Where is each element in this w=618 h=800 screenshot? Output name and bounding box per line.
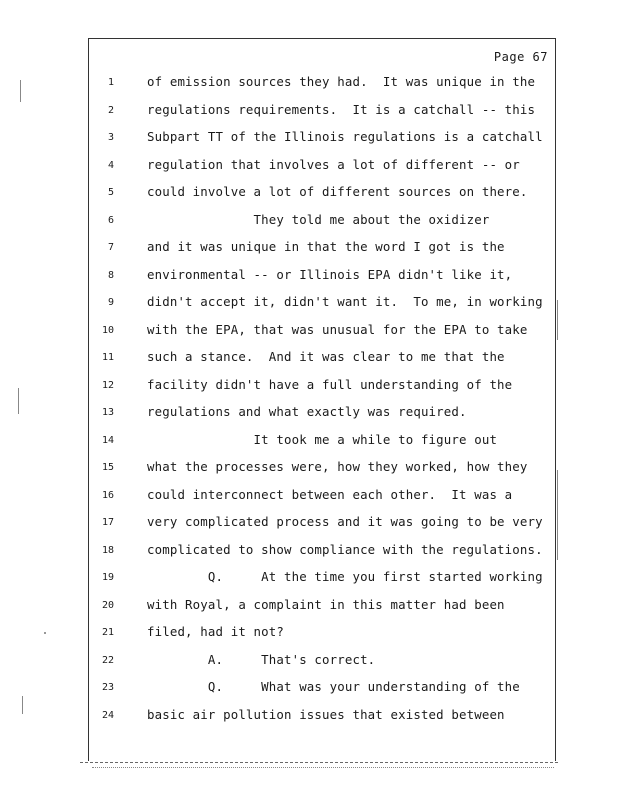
transcript-line xyxy=(0,377,618,397)
line-number: 5 xyxy=(107,187,114,198)
line-text: very complicated process and it was going to be very xyxy=(147,514,543,529)
transcript-line xyxy=(0,514,618,534)
line-text: didn't accept it, didn't want it. To me, in working xyxy=(147,294,543,309)
transcript-line xyxy=(0,212,618,232)
transcript-line xyxy=(0,184,618,204)
scan-dot xyxy=(44,632,46,634)
line-number: 23 xyxy=(101,682,114,693)
line-text: such a stance. And it was clear to me that the xyxy=(147,349,505,364)
page-bottom-rule-dotted xyxy=(92,767,554,768)
transcript-line xyxy=(0,707,618,727)
line-number: 24 xyxy=(101,709,114,721)
line-text: basic air pollution issues that existed between xyxy=(147,706,505,722)
transcript-line xyxy=(0,652,618,672)
transcript-line xyxy=(0,157,618,177)
scan-mark xyxy=(557,300,558,340)
line-text: of emission sources they had. It was unique in the xyxy=(147,74,536,89)
line-text: A. That's correct. xyxy=(147,651,376,667)
transcript-line xyxy=(0,679,618,699)
scan-mark xyxy=(22,696,23,714)
line-number: 19 xyxy=(101,572,114,583)
line-text: filed, had it not? xyxy=(147,624,284,639)
transcript-line xyxy=(0,487,618,507)
line-number: 2 xyxy=(107,104,114,116)
line-number: 7 xyxy=(107,242,114,253)
line-number: 22 xyxy=(101,654,114,666)
transcript-line xyxy=(0,404,618,424)
transcript-line xyxy=(0,624,618,644)
transcript-line xyxy=(0,294,618,314)
line-text: They told me about the oxidizer xyxy=(147,211,490,227)
line-text: Subpart TT of the Illinois regulations is a catchall xyxy=(147,129,543,144)
transcript-line xyxy=(0,569,618,589)
line-number: 20 xyxy=(101,599,114,611)
transcript-line xyxy=(0,322,618,342)
transcript-line xyxy=(0,129,618,149)
line-text: complicated to show compliance with the regulations. xyxy=(147,541,543,557)
scan-mark xyxy=(557,470,558,560)
transcript-line xyxy=(0,267,618,287)
page-number: Page 67 xyxy=(493,50,548,64)
line-text: Q. At the time you first started working xyxy=(147,569,543,584)
line-text: regulations requirements. It is a catchall -- this xyxy=(147,101,536,117)
scan-mark xyxy=(18,388,19,414)
transcript-line xyxy=(0,432,618,452)
transcript-line xyxy=(0,239,618,259)
transcript-line xyxy=(0,74,618,94)
line-text: It took me a while to figure out xyxy=(147,431,498,447)
line-number: 17 xyxy=(101,517,114,528)
line-text: with the EPA, that was unusual for the EPA to take xyxy=(147,321,528,337)
line-number: 3 xyxy=(107,132,114,143)
line-text: what the processes were, how they worked, how they xyxy=(147,459,528,474)
transcript-line xyxy=(0,102,618,122)
line-text: with Royal, a complaint in this matter had been xyxy=(147,596,505,612)
transcript-line xyxy=(0,459,618,479)
line-number: 18 xyxy=(101,544,114,556)
line-number: 14 xyxy=(101,434,114,446)
line-number: 16 xyxy=(101,489,114,501)
line-text: Q. What was your understanding of the xyxy=(147,679,520,694)
scan-mark xyxy=(20,80,21,102)
line-number: 11 xyxy=(101,352,114,363)
line-number: 4 xyxy=(107,159,114,171)
transcript-line xyxy=(0,349,618,369)
line-text: environmental -- or Illinois EPA didn't like it, xyxy=(147,266,513,282)
line-text: could interconnect between each other. It was a xyxy=(147,486,513,502)
line-number: 12 xyxy=(101,379,114,391)
page-bottom-rule xyxy=(80,762,558,763)
line-text: facility didn't have a full understanding of the xyxy=(147,376,513,392)
line-text: regulations and what exactly was required. xyxy=(147,404,467,419)
line-number: 21 xyxy=(101,627,114,638)
transcript-line xyxy=(0,542,618,562)
line-text: and it was unique in that the word I got is the xyxy=(147,239,505,254)
line-number: 13 xyxy=(101,407,114,418)
line-number: 10 xyxy=(101,324,114,336)
line-number: 1 xyxy=(107,77,114,88)
line-number: 15 xyxy=(101,462,114,473)
transcript-line xyxy=(0,597,618,617)
line-number: 6 xyxy=(107,214,114,226)
line-number: 8 xyxy=(107,269,114,281)
line-text: could involve a lot of different sources on there. xyxy=(147,184,528,199)
line-text: regulation that involves a lot of different -- or xyxy=(147,156,520,172)
line-number: 9 xyxy=(107,297,114,308)
